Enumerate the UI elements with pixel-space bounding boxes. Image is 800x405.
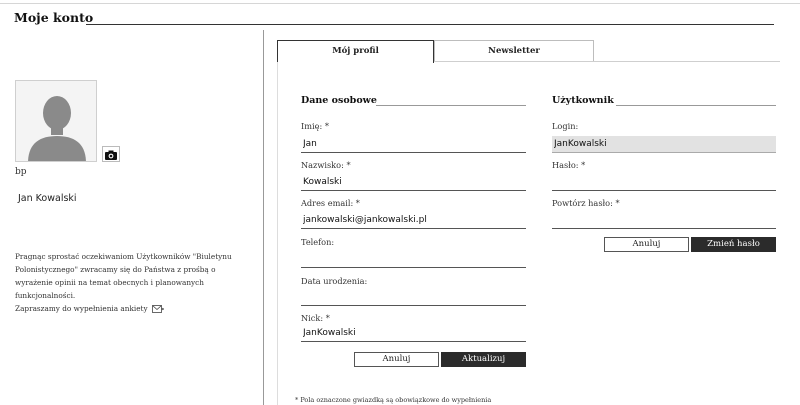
tab-newsletter[interactable]: Newsletter	[434, 40, 594, 62]
phone-field[interactable]	[301, 251, 526, 268]
nick-field[interactable]	[301, 325, 526, 342]
last-name-label: Nazwisko: *	[301, 160, 351, 170]
update-button[interactable]: Aktualizuj	[441, 352, 526, 367]
survey-link[interactable]: Zapraszamy do wypełnienia ankiety	[15, 304, 148, 313]
top-border	[0, 3, 800, 4]
login-label: Login:	[552, 121, 579, 131]
password-cancel-button[interactable]: Anuluj	[604, 237, 689, 252]
email-field[interactable]	[301, 212, 526, 229]
survey-notice	[15, 250, 255, 315]
column-divider	[263, 30, 264, 405]
repeat-password-label: Powtórz hasło: *	[552, 198, 620, 208]
password-label: Hasło: *	[552, 160, 586, 170]
personal-cancel-button[interactable]: Anuluj	[354, 352, 439, 367]
envelope-icon	[152, 305, 164, 313]
personal-data-rule	[376, 105, 526, 106]
camera-icon	[103, 148, 119, 162]
page-title: Moje konto	[14, 10, 94, 25]
tab-baseline	[434, 61, 780, 62]
person-silhouette-icon	[16, 81, 97, 162]
change-photo-button[interactable]	[102, 146, 120, 162]
last-name-field[interactable]	[301, 174, 526, 191]
panel-border	[277, 62, 278, 405]
birth-date-field[interactable]	[301, 289, 526, 306]
user-display-name: Jan Kowalski	[18, 193, 77, 204]
password-field[interactable]	[552, 174, 776, 191]
avatar-caption: bp	[15, 167, 27, 177]
change-password-button[interactable]: Zmień hasło	[691, 237, 776, 252]
email-label: Adres email: *	[301, 198, 360, 208]
personal-data-title: Dane osobowe	[301, 95, 377, 106]
phone-label: Telefon:	[301, 237, 335, 247]
nick-label: Nick: *	[301, 313, 330, 323]
birth-date-label: Data urodzenia:	[301, 276, 368, 286]
avatar	[15, 80, 97, 162]
login-field	[552, 136, 776, 153]
first-name-label: Imię: *	[301, 121, 329, 131]
survey-text: Pragnąc sprostać oczekiwaniom Użytkowników "Biuletynu Polonistycznego" zwracamy się do Państwa z prośbą o wyrażenie opinii na temat obecnych i planowanych funkcjonalności.	[15, 252, 232, 300]
first-name-field[interactable]	[301, 136, 526, 153]
user-account-title: Użytkownik	[552, 95, 614, 106]
repeat-password-field[interactable]	[552, 212, 776, 229]
title-rule	[86, 24, 774, 25]
user-account-rule	[616, 105, 776, 106]
required-fields-note: * Pola oznaczone gwiazdką są obowiązkowe do wypełnienia	[295, 396, 492, 404]
tab-my-profile[interactable]: Mój profil	[277, 40, 434, 63]
